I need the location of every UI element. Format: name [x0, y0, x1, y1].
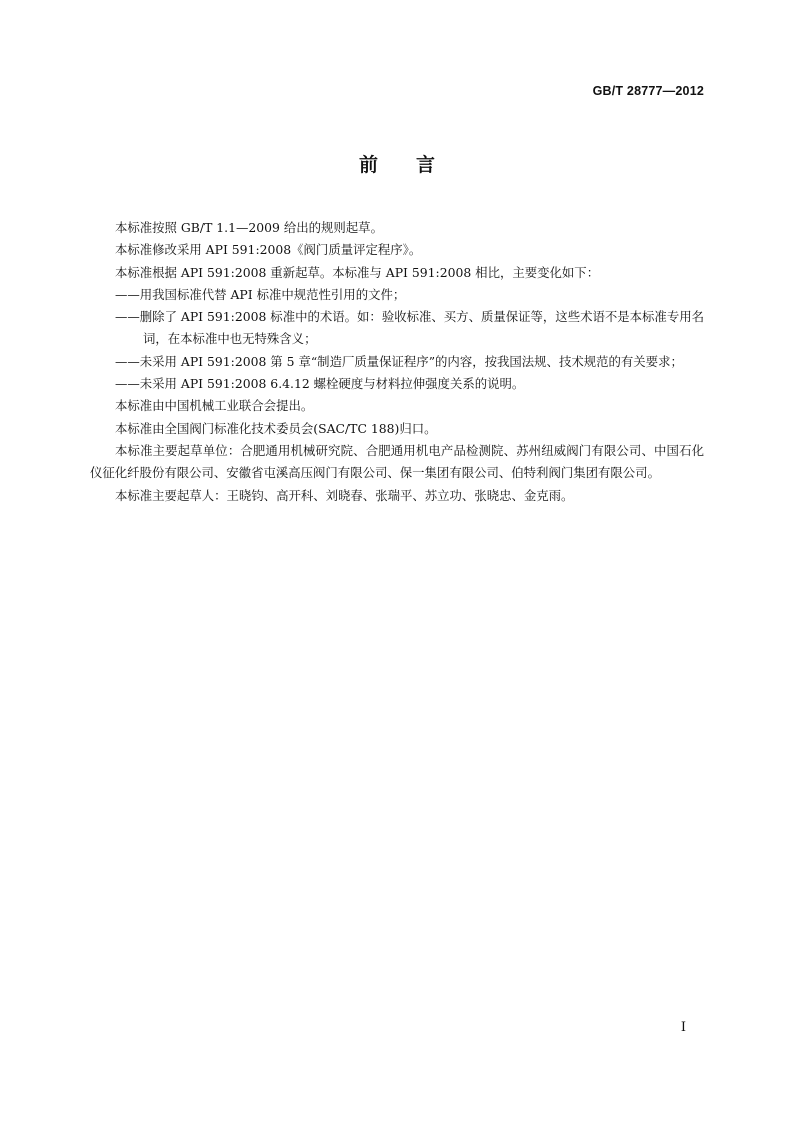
page-number: I	[680, 1020, 686, 1035]
paragraph-drafters: 本标准主要起草人：王晓钧、高开科、刘晓春、张瑞平、苏立功、张晓忠、金克雨。	[115, 487, 574, 503]
list-item-change-1: ——用我国标准代替 API 标准中规范性引用的文件；	[115, 286, 406, 302]
paragraph-proposed-by: 本标准由中国机械工业联合会提出。	[115, 398, 314, 414]
paragraph-drafting-rules: 本标准按照 GB/T 1.1—2009 给出的规则起草。	[115, 220, 383, 235]
paragraph-managed-by: 本标准由全国阀门标准化技术委员会(SAC/TC 188)归口。	[115, 420, 437, 436]
paragraph-main-changes: 本标准根据 API 591:2008 重新起草。本标准与 API 591:2008 相比，主要变化如下：	[115, 264, 600, 280]
page-title: 前言	[358, 154, 473, 176]
standard-code: GB/T 28777—2012	[592, 84, 704, 98]
list-item-change-3: ——未采用 API 591:2008 第 5 章“制造厂质量保证程序”的内容，按我国法规、技术规范的有关要求；	[115, 353, 683, 369]
paragraph-adoption: 本标准修改采用 API 591:2008《阀门质量评定程序》。	[115, 242, 422, 258]
paragraph-drafting-units: 本标准主要起草单位：合肥通用机械研究院、合肥通用机电产品检测院、苏州纽威阀门有限公司、中国石化仪征化纤股份有限公司、安徽省屯溪高压阀门有限公司、保一集团有限公司、伯特利阀门集团有限公司。	[90, 442, 704, 481]
list-item-change-2: ——删除了 API 591:2008 标准中的术语。如：验收标准、买方、质量保证等，这些术语不是本标准专用名词，在本标准中也无特殊含义；	[115, 309, 704, 347]
foreword-body	[90, 217, 704, 507]
list-item-change-4: ——未采用 API 591:2008 6.4.12 螺栓硬度与材料拉伸强度关系的说明。	[115, 376, 525, 392]
